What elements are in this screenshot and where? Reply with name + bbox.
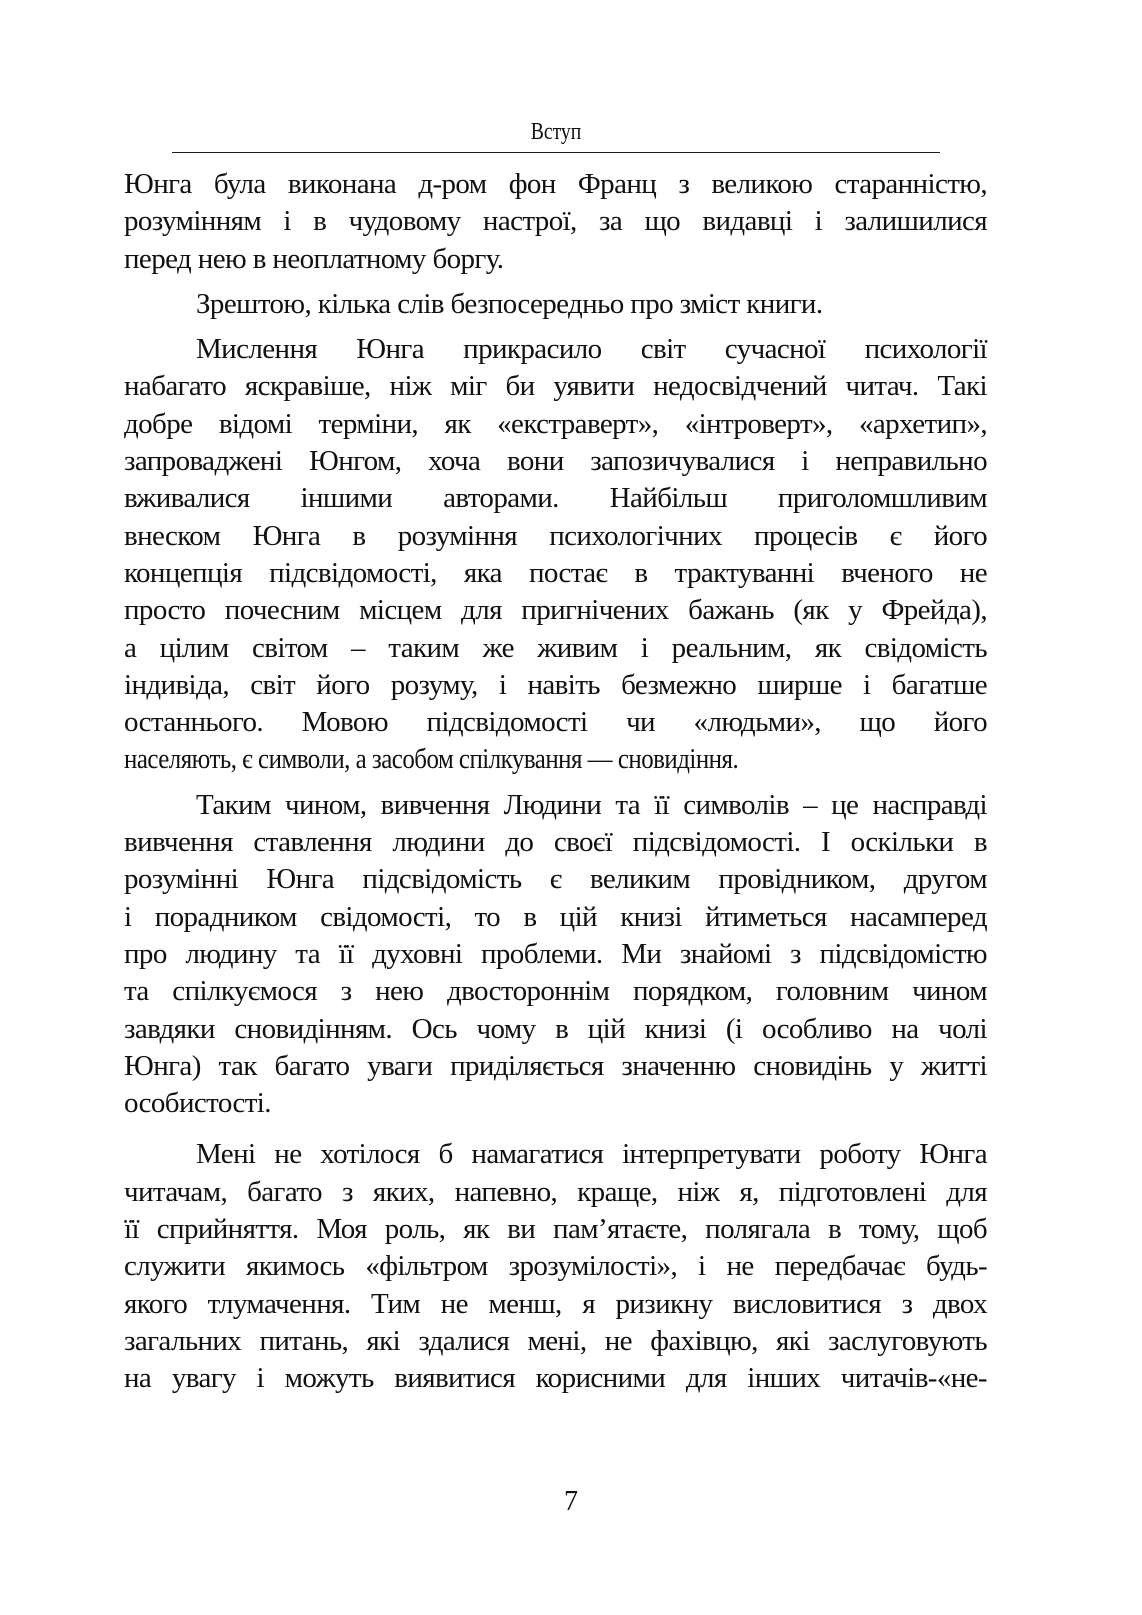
paragraph [124, 787, 987, 1123]
text-line: а цілим світом – таким же живим і реальним, як свідомість [124, 631, 987, 664]
text-line: просто почесним місцем для пригнічених бажань (як у Фрейда), [124, 594, 987, 627]
text-line: вивчення ставлення людини до своєї підсвідомості. І оскільки в [124, 826, 987, 859]
text-line: загальних питань, які здалися мені, не фахівцю, які заслуговують [124, 1324, 987, 1357]
text-line: особистості. [124, 1087, 271, 1120]
body-text [124, 166, 987, 1398]
paragraph [124, 166, 987, 278]
text-line: на увагу і можуть виявитися корисними для інших читачів-«не- [124, 1362, 987, 1395]
text-line: служити якимось «фільтром зрозумілості», і не передбачає будь- [124, 1250, 987, 1283]
text-line: добре відомі терміни, як «екстраверт», «інтроверт», «архетип», [124, 407, 987, 440]
text-line: Мислення Юнга прикрасило світ сучасної психології [196, 333, 987, 366]
text-line: її сприйняття. Моя роль, як ви пам’ятаєте, полягала в тому, щоб [124, 1213, 987, 1246]
text-line: Мені не хотілося б намагатися інтерпретувати роботу Юнга [196, 1138, 987, 1171]
text-line: набагато яскравіше, ніж міг би уявити недосвідчений читач. Такі [124, 370, 987, 403]
text-line: вживалися іншими авторами. Найбільш приголомшливим [124, 482, 987, 515]
text-line: про людину та її духовні проблеми. Ми знайомі з підсвідомістю [124, 937, 987, 970]
text-line: розумінні Юнга підсвідомість є великим провідником, другом [124, 863, 987, 896]
text-line: запроваджені Юнгом, хоча вони запозичувалися і неправильно [124, 445, 987, 478]
header-rule [172, 152, 940, 153]
text-line: Таким чином, вивчення Людини та її символів – це насправді [196, 788, 987, 821]
text-line: якого тлумачення. Тим не менш, я ризикну висловитися з двох [124, 1287, 987, 1320]
text-line: населяють, є символи, а засобом спілкування — сновидіння. [124, 743, 739, 776]
paragraph [124, 1136, 987, 1397]
text-line: Зрештою, кілька слів безпосередньо про зміст книги. [196, 287, 823, 320]
text-line: та спілкуємося з нею двостороннім порядком, головним чином [124, 975, 987, 1008]
text-line: читачам, багато з яких, напевно, краще, ніж я, підготовлені для [124, 1175, 987, 1208]
paragraph [124, 331, 987, 779]
text-line: Юнга) так багато уваги приділяється значенню сновидінь у житті [124, 1049, 987, 1082]
running-head: Вступ [530, 119, 582, 145]
text-line: перед нею в неоплатному боргу. [124, 242, 504, 275]
text-line: завдяки сновидінням. Ось чому в цій книзі (і особливо на чолі [124, 1012, 987, 1045]
paragraph [124, 286, 987, 323]
text-line: і порадником свідомості, то в цій книзі йтиметься насамперед [124, 900, 987, 933]
text-line: розумінням і в чудовому настрої, за що видавці і залишилися [124, 205, 987, 238]
text-line: індивіда, світ його розуму, і навіть безмежно ширше і багатше [124, 668, 987, 701]
text-line: концепція підсвідомості, яка постає в трактуванні вченого не [124, 556, 987, 589]
text-line: останнього. Мовою підсвідомості чи «людьми», що його [124, 706, 987, 739]
text-line: Юнга була виконана д-ром фон Франц з великою старанністю, [124, 168, 987, 200]
page-number: 7 [564, 1486, 578, 1517]
text-line: внеском Юнга в розуміння психологічних процесів є його [124, 519, 987, 552]
